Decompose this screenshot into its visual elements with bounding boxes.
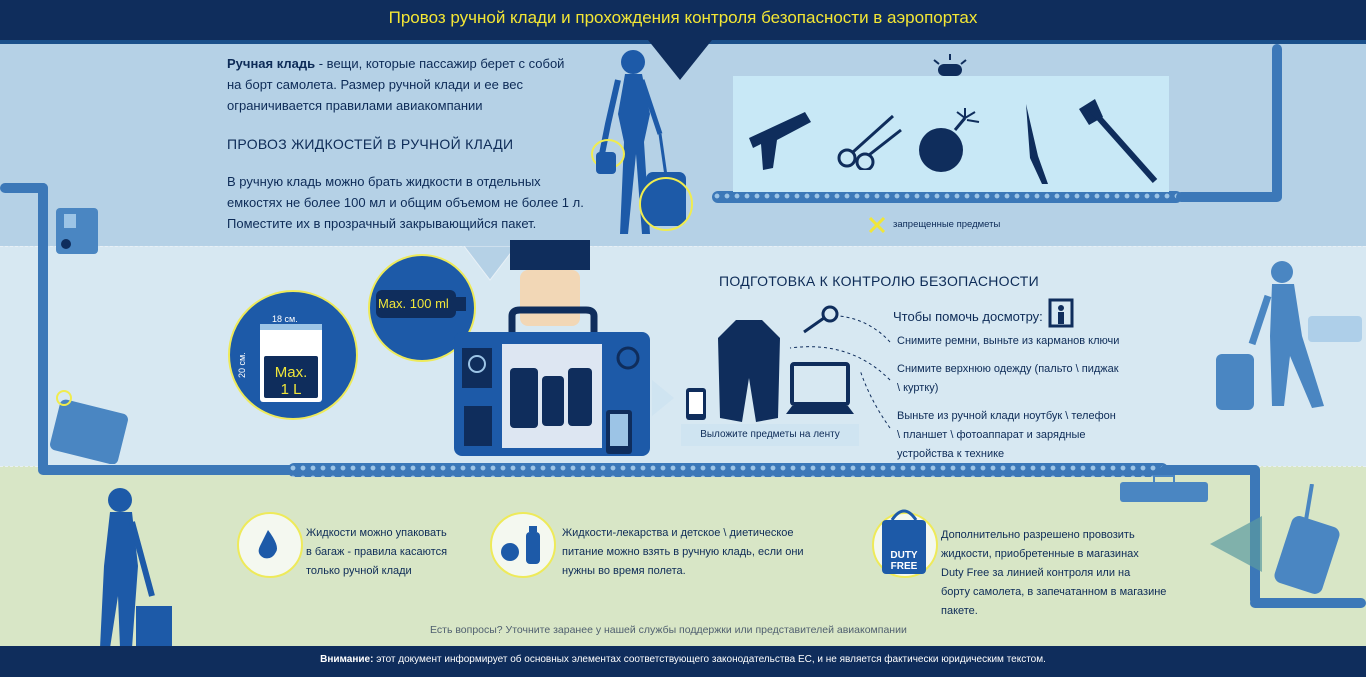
intro-term: Ручная кладь (227, 56, 316, 71)
tip-1b: в багаж - правила касаются (306, 546, 448, 558)
man-with-suitcase-icon (1212, 256, 1366, 416)
tip-3c: Duty Free за линией контроля или на (941, 567, 1131, 579)
droplet-icon (256, 528, 280, 560)
bomb-icon (915, 108, 985, 178)
conveyor-belt-top (712, 191, 1182, 203)
liquids-line-1: В ручную кладь можно брать жидкости в отдельных (227, 174, 541, 189)
security-item-2a: Снимите верхнюю одежду (пальто \ пиджак (897, 363, 1119, 375)
security-item-2b: \ куртку) (897, 382, 939, 394)
conveyor-line (1272, 44, 1282, 201)
security-item-3c: устройства к технике (897, 448, 1005, 460)
forbidden-x-icon (868, 216, 886, 234)
bag-label-max: Max. (274, 364, 308, 381)
bag-height-label: 20 см. (237, 352, 247, 378)
belt-label: Выложите предметы на ленту (700, 429, 840, 440)
scissors-icon (835, 110, 905, 170)
footer-bold: Внимание: (320, 654, 374, 665)
tip-3a: Дополнительно разрешено провозить (941, 529, 1135, 541)
suitcase-icon (450, 240, 660, 462)
siren-icon (930, 54, 970, 78)
questions-text: Есть вопросы? Уточните заранее у нашей службы поддержки или представителей авиакомпании (430, 624, 907, 636)
tip-3b: жидкости, приобретенные в магазинах (941, 548, 1139, 560)
small-case-icon (52, 200, 102, 260)
woman-silhouette-icon (80, 486, 190, 648)
gun-icon (745, 108, 815, 188)
tip-3e: пакете. (941, 605, 978, 617)
belt-pointer (650, 378, 676, 418)
bag-width-label: 18 см. (272, 314, 298, 324)
footer-disclaimer (0, 654, 1366, 665)
knife-icon (1018, 100, 1058, 186)
security-help: Чтобы помочь досмотру: (893, 309, 1043, 324)
rolling-case-icon (40, 384, 130, 464)
liquids-line-3: Поместите их в прозрачный закрывающийся пакет. (227, 216, 537, 231)
liquids-heading: ПРОВОЗ ЖИДКОСТЕЙ В РУЧНОЙ КЛАДИ (227, 136, 514, 152)
briefcase-icon (1118, 474, 1210, 504)
intro-line-3: ограничивается правилами авиакомпании (227, 98, 483, 113)
intro-line-1 (227, 54, 607, 73)
tip-1c: только ручной клади (306, 565, 412, 577)
security-item-3b: \ планшет \ фотоаппарат и зарядные (897, 429, 1086, 441)
tips-pointer (1206, 514, 1266, 574)
luggage-icon (1268, 484, 1348, 604)
liquids-line-2: емкостях не более 100 мл и общим объемом не более 1 л. (227, 195, 584, 210)
tip-2c: нужны во время полета. (562, 565, 686, 577)
pointer-arrows (780, 300, 900, 440)
security-item-1: Снимите ремни, выньте из карманов ключи (897, 335, 1120, 347)
axe-icon (1075, 95, 1165, 185)
phone-icon (684, 386, 708, 422)
woman-with-suitcase-icon (580, 44, 720, 244)
divider (0, 246, 1366, 247)
footer-rest: этот документ информирует об основных элементах соответствующего законодательства ЕС, и не является фактически юридическим текстом. (373, 654, 1046, 665)
conveyor-line (1176, 192, 1282, 202)
security-item-3a: Выньте из ручной клади ноутбук \ телефон (897, 410, 1116, 422)
bag-label (262, 364, 320, 398)
page-title: Провоз ручной клади и прохождения контроля безопасности в аэропортах (388, 8, 978, 27)
conveyor-belt-middle (288, 463, 1168, 477)
tip-3d: борту самолета, в запечатанном в магазине (941, 586, 1167, 598)
coat-icon (716, 318, 782, 424)
forbidden-label: запрещенные предметы (893, 219, 1001, 230)
duty-free-label (880, 550, 928, 572)
medicine-icon (498, 526, 546, 566)
intro-text: - вещи, которые пассажир берет с собой (315, 56, 565, 71)
tip-2b: питание можно взять в ручную кладь, если они (562, 546, 804, 558)
security-gate-icon (1048, 298, 1074, 328)
tip-1a: Жидкости можно упаковать (306, 527, 447, 539)
tip-2a: Жидкости-лекарства и детское \ диетическое (562, 527, 794, 539)
duty-free-label-2: FREE (890, 561, 918, 572)
bottle-label: Max. 100 ml (378, 296, 449, 311)
intro-line-2: на борт самолета. Размер ручной клади и ее вес (227, 77, 523, 92)
conveyor-line (38, 465, 298, 475)
duty-free-label-1: DUTY (890, 550, 918, 561)
bag-label-volume: 1 L (280, 381, 302, 398)
security-heading: ПОДГОТОВКА К КОНТРОЛЮ БЕЗОПАСНОСТИ (719, 273, 1039, 289)
